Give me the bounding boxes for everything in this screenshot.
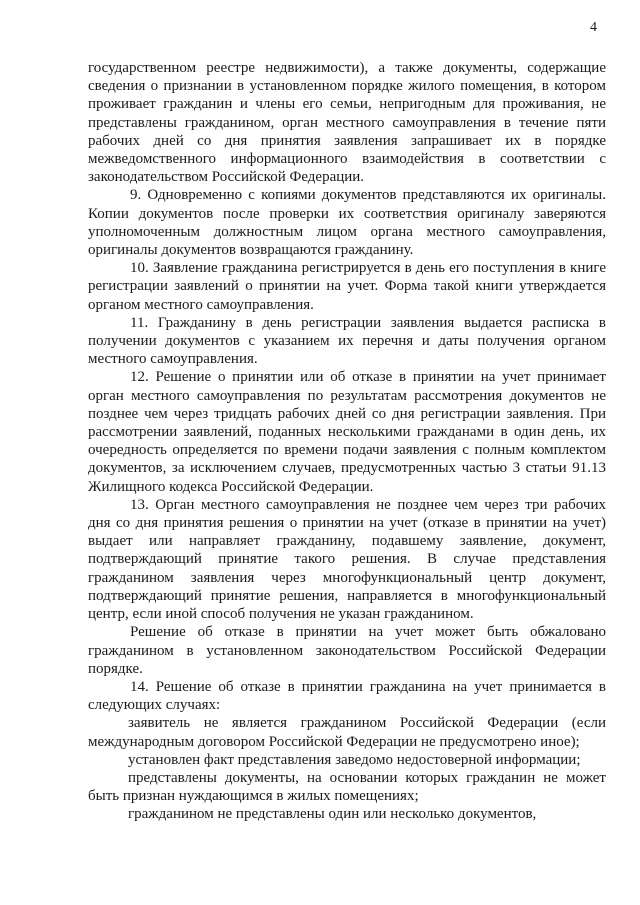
refusal-case-missing-documents: гражданином не представлены один или несколько документов, [128,806,537,823]
paragraph-appeal: Решение об отказе в принятии на учет может быть обжаловано гражданином в установленном законодательством Российской Федерации порядке. [88,624,606,677]
document-body [88,59,606,824]
page-number: 4 [590,20,597,35]
paragraph-item-9: 9. Одновременно с копиями документов представляются их оригиналы. Копии документов после проверки их соответствия оригиналу заверяются уполномоченным должностным лицом органа местного самоуправления, оригиналы документов возвращаются гражданину. [88,187,606,259]
paragraph-item-13: 13. Орган местного самоуправления не позднее чем через три рабочих дня со дня принятия решения о принятии на учет (отказе в принятии на учет) выдает или направляет гражданину, подавшему заявление, документ, подтверждающий принятие такого решения. В случае представления гражданином заявления через многофункциональный центр документ, подтверждающий принятие решения, направляется в многофункциональный центр, если иной способ получения не указан гражданином. [88,496,606,623]
paragraph-item-11: 11. Гражданину в день регистрации заявления выдается расписка в получении документов с указанием их перечня и даты получения органом местного самоуправления. [88,314,606,368]
paragraph-item-12: 12. Решение о принятии или об отказе в принятии на учет принимает орган местного самоуправления по результатам рассмотрения документов не позднее чем через тридцать рабочих дней со дня регистрации заявления. При рассмотрении заявлений, поданных несколькими гражданами в один день, их очередность определяется по времени подачи заявления с полным комплектом документов, за исключением случаев, предусмотренных частью 3 статьи 91.13 Жилищного кодекса Российской Федерации. [88,369,606,495]
paragraph-item-14: 14. Решение об отказе в принятии гражданина на учет принимается в следующих случаях: [88,678,606,714]
refusal-case-citizenship: заявитель не является гражданином Российской Федерации (если международным договором Российской Федерации не предусмотрено иное); [88,715,606,750]
refusal-case-documents: представлены документы, на основании которых гражданин не может быть признан нуждающимся в жилых помещениях; [88,769,606,805]
paragraph-item-10: 10. Заявление гражданина регистрируется в день его поступления в книге регистрации заявлений о принятии на учет. Форма такой книги утверждается органом местного самоуправления. [88,260,606,313]
paragraph-continuation: государственном реестре недвижимости), а также документы, содержащие сведения о признании в установленном порядке жилого помещения, в котором проживает гражданин и члены его семьи, непригодным для проживания, не представлены гражданином, орган местного самоуправления в течение пяти рабочих дней со дня принятия заявления запрашивает их в порядке межведомственного информационного взаимодействия в соответствии с законодательством Российской Федерации. [88,60,606,186]
refusal-case-false-info: установлен факт представления заведомо недостоверной информации; [128,751,581,768]
